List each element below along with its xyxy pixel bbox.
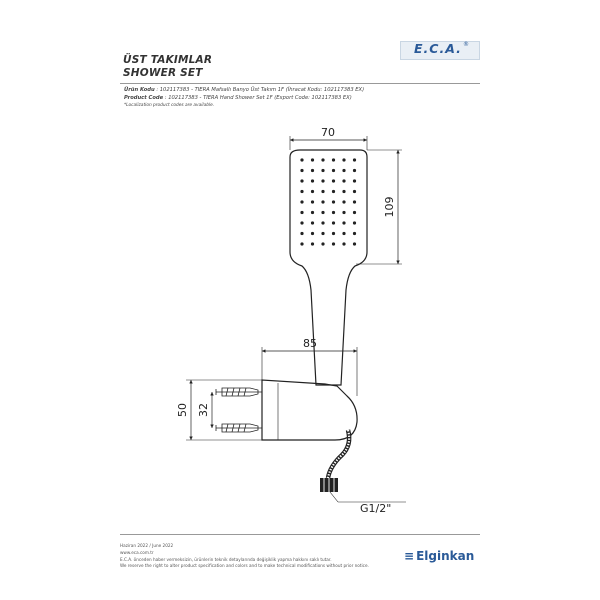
thread-label: G1/2" (360, 502, 392, 515)
nozzle-dot (353, 232, 356, 235)
nozzle-dot (332, 242, 335, 245)
page-title-en: SHOWER SET (123, 67, 203, 79)
dim-32-label: 32 (197, 403, 210, 417)
elginkan-mark: ≡ (404, 549, 415, 563)
nozzle-dot (342, 211, 345, 214)
nozzle-dot (321, 232, 324, 235)
footer-note-en: We reserve the right to alter product specification and colors and to make technical modifications without prior notice. (120, 563, 369, 568)
shower-head-outline (290, 150, 367, 385)
nozzle-dot (311, 200, 314, 203)
nozzle-dot (342, 232, 345, 235)
nozzle-dot (332, 169, 335, 172)
nozzle-dot (342, 158, 345, 161)
nozzle-dot (321, 158, 324, 161)
nozzle-grid (300, 158, 356, 245)
nozzle-dot (353, 242, 356, 245)
nozzle-dot (353, 179, 356, 182)
nozzle-dot (300, 211, 303, 214)
nozzle-dot (311, 169, 314, 172)
nozzle-dot (342, 179, 345, 182)
nozzle-dot (342, 221, 345, 224)
nozzle-dot (311, 211, 314, 214)
screw-top (216, 388, 262, 396)
nozzle-dot (353, 190, 356, 193)
product-code-tr-value: : 102117383 - TIERA Mafsallı Banyo Üst Takım 1F (İhracat Kodu: 102117383 EX) (156, 87, 365, 93)
eca-logo: E.C.A. (414, 41, 462, 56)
nozzle-dot (311, 242, 314, 245)
shower-hose (328, 430, 349, 478)
nozzle-dot (353, 221, 356, 224)
nozzle-dot (321, 190, 324, 193)
footer-date: Haziran 2022 / June 2022 (120, 543, 174, 548)
nozzle-dot (311, 190, 314, 193)
nozzle-dot (353, 211, 356, 214)
dim-50-label: 50 (176, 403, 189, 417)
nozzle-dot (321, 211, 324, 214)
nozzle-dot (353, 200, 356, 203)
elginkan-logo (404, 549, 474, 563)
nozzle-dot (300, 232, 303, 235)
nozzle-dot (332, 211, 335, 214)
nozzle-dot (342, 169, 345, 172)
nozzle-dot (342, 200, 345, 203)
product-code-tr-label: Ürün Kodu (124, 87, 155, 93)
localization-note: *Localization product codes are available. (124, 103, 215, 108)
dim-70-label: 70 (321, 126, 335, 139)
screw-bottom (216, 424, 262, 432)
nozzle-dot (300, 200, 303, 203)
nozzle-dot (311, 221, 314, 224)
nozzle-dot (311, 232, 314, 235)
nozzle-dot (311, 179, 314, 182)
elginkan-text: Elginkan (416, 549, 475, 563)
nozzle-dot (321, 169, 324, 172)
thread-leader-diag (330, 492, 338, 502)
nozzle-dot (300, 190, 303, 193)
nozzle-dot (300, 221, 303, 224)
nozzle-dot (300, 179, 303, 182)
wall-holder-outline (262, 380, 357, 440)
nozzle-dot (300, 169, 303, 172)
nozzle-dot (321, 200, 324, 203)
nozzle-dot (353, 169, 356, 172)
footer-website: www.eca.com.tr (120, 550, 154, 555)
nozzle-dot (332, 190, 335, 193)
nozzle-dot (342, 242, 345, 245)
nozzle-dot (321, 242, 324, 245)
nozzle-dot (342, 190, 345, 193)
nozzle-dot (353, 158, 356, 161)
footer-note-tr: E.C.A. önceden haber vermeksizin, ürünlerin teknik detaylarında değişiklik yapma hakkını saklı tutar. (120, 557, 332, 562)
nozzle-dot (300, 242, 303, 245)
nozzle-dot (332, 158, 335, 161)
dim-109-label: 109 (383, 196, 396, 218)
nozzle-dot (321, 179, 324, 182)
footer-divider (120, 534, 480, 535)
product-code-en-value: : 102117383 - TIERA Hand Shower Set 1F (Export Code: 102117383 EX) (164, 95, 352, 101)
nozzle-dot (311, 158, 314, 161)
nozzle-dot (332, 221, 335, 224)
nozzle-dot (321, 221, 324, 224)
nozzle-dot (332, 232, 335, 235)
page-title-tr: ÜST TAKIMLAR (123, 54, 213, 66)
nozzle-dot (332, 200, 335, 203)
product-code-en-label: Product Code (124, 95, 164, 101)
registered-mark: ® (463, 41, 469, 48)
dim-85-label: 85 (303, 337, 317, 350)
nozzle-dot (300, 158, 303, 161)
nozzle-dot (332, 179, 335, 182)
